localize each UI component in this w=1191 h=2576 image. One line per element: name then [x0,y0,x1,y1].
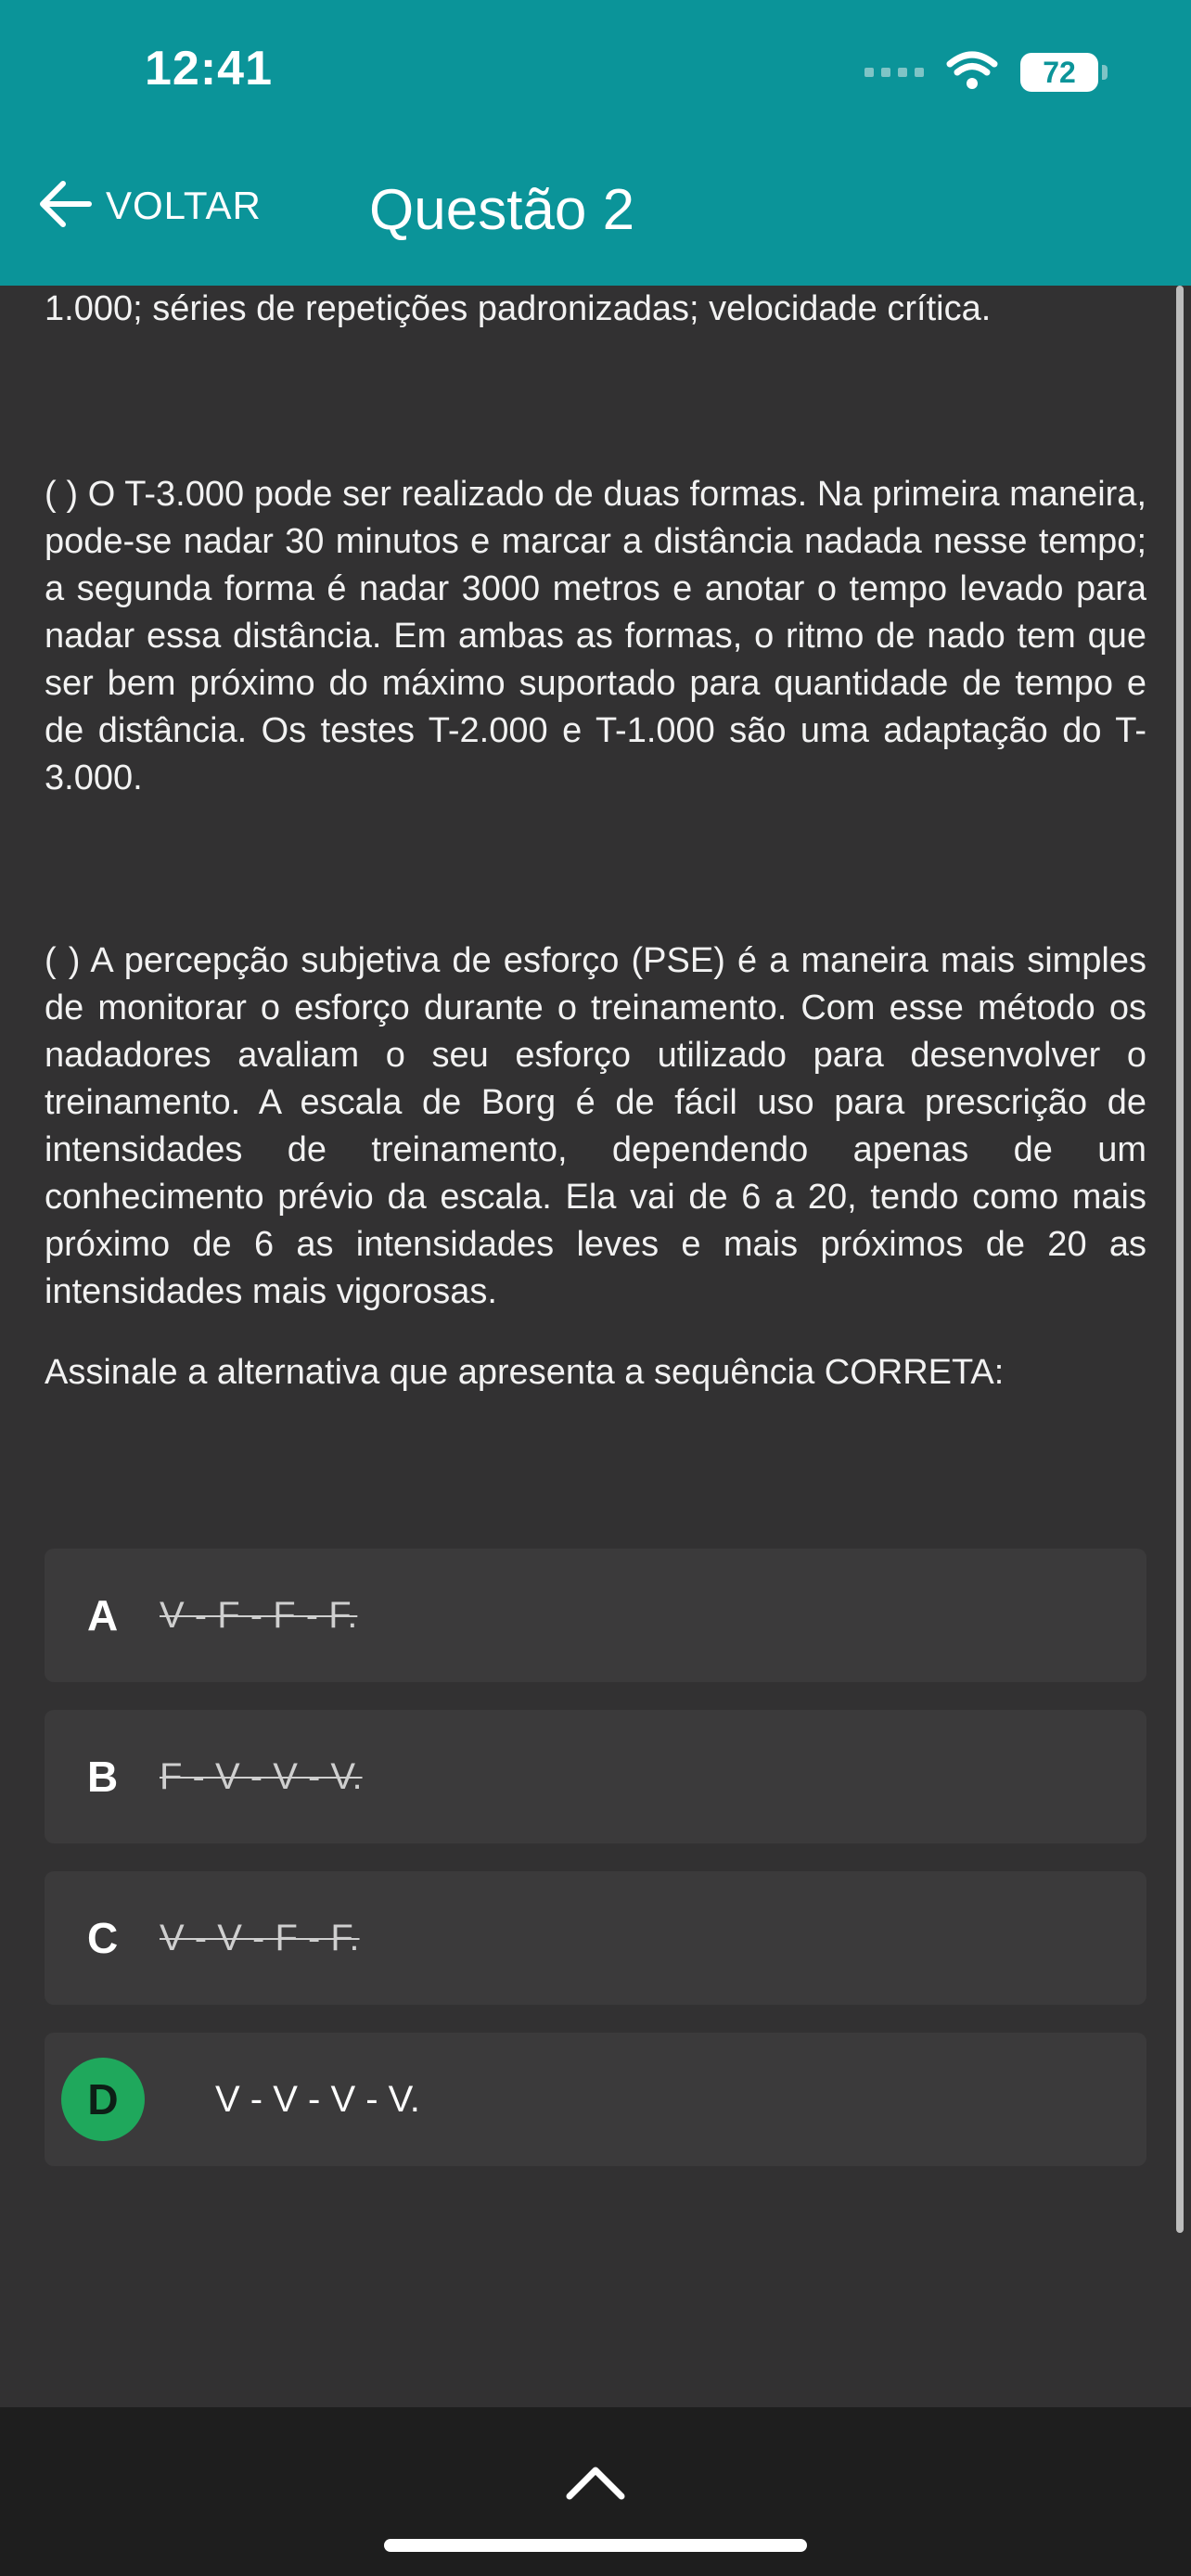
option-text: V - F - F - F. [160,1594,358,1636]
home-indicator[interactable] [384,2539,807,2552]
status-icons [864,46,1098,98]
question-content [45,286,1146,1392]
arrow-left-icon [37,180,93,233]
option-c[interactable] [45,1871,1146,2005]
option-selected-badge: D [61,2058,145,2141]
wifi-icon [946,51,998,95]
back-button[interactable] [37,172,262,239]
battery-icon [1020,53,1098,92]
statement-3: ( ) A percepção subjetiva de esforço (PSE) é a maneira mais simples de monitorar o esforço durante o treinamento. Com esse método os nadadores avaliam o seu esforço utilizado para desenvolver o treinamento. A escala de Borg é de fácil uso para prescrição de intensidades de treinamento, dependendo apenas de um conhecimento prévio da escala. Ela vai de 6 a 20, tendo como mais próximo de 6 as intensidades leves e mais próximos de 20 as intensidades mais vigorosas. [45,941,1146,1311]
app-header [0,0,1191,286]
option-letter: C [87,1914,119,1962]
bottom-bar [0,2407,1191,2576]
chevron-up-button[interactable] [558,2455,633,2511]
cellular-signal-icon [864,68,924,77]
option-d[interactable] [45,2033,1146,2166]
statement-2: ( ) O T-3.000 pode ser realizado de duas formas. Na primeira maneira, pode-se nadar 30 minutos e marcar a distância nadada nesse tempo; a segunda forma é nadar 3000 metros e anotar o tempo levado para nadar essa distância. Em ambas as formas, o ritmo de nado tem que ser bem próximo do máximo suportado para quantidade de tempo e de distância. Os testes T-2.000 e T-1.000 são uma adaptação do T-3.000. [45,475,1146,797]
scrollbar[interactable] [1176,286,1184,2233]
statement-partial: 1.000; séries de repetições padronizadas; velocidade crítica. [45,289,992,328]
option-text: V - V - F - F. [160,1917,360,1958]
back-button-label: VOLTAR [106,184,262,227]
option-text: V - V - V - V. [215,2078,420,2120]
option-text: F - V - V - V. [160,1755,363,1797]
chevron-up-icon [566,2463,625,2505]
option-b[interactable] [45,1710,1146,1843]
option-a[interactable] [45,1549,1146,1682]
option-letter: B [87,1753,119,1801]
question-prompt: Assinale a alternativa que apresenta a sequência CORRETA: [45,1353,1005,1392]
status-time: 12:41 [145,42,273,96]
option-letter: A [87,1591,119,1639]
page-title: Questão 2 [369,177,635,242]
battery-level: 72 [1043,55,1076,89]
